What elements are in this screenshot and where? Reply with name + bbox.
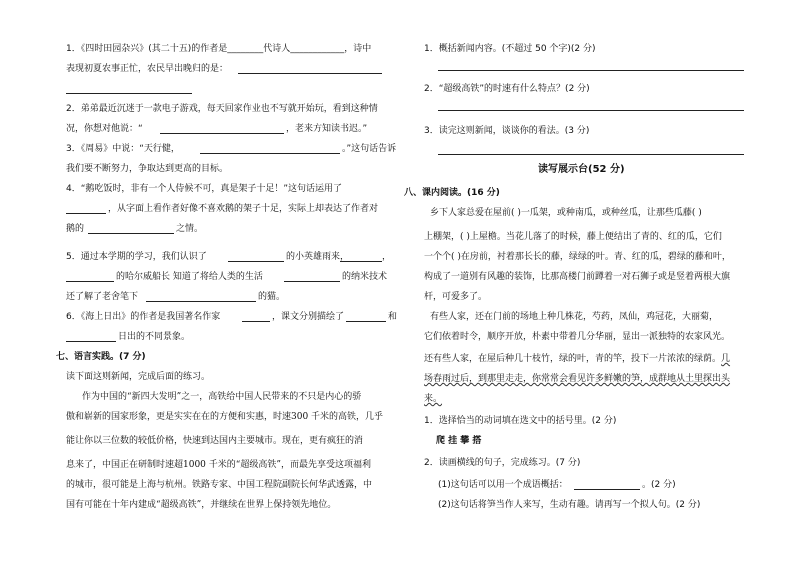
question-6-line-2: 日出的不同景象。: [118, 332, 191, 342]
section-title: 读写展示台(52 分): [538, 164, 625, 175]
question-5-line-2: 的哈尔威船长 知道了将给人类的生活: [116, 272, 263, 282]
underlined-sentence-line-2: 场春雨过后，到那里走走，你常常会看见许多鲜嫩的笋，成群地从土里探出头: [424, 374, 731, 384]
answer-line[interactable]: [438, 154, 744, 155]
news-line-2: 傲和崭新的国家形象，更是实实在在的方便和实惠，时速300 千米的高铁，几乎: [66, 412, 384, 422]
answer-blank[interactable]: [238, 73, 382, 74]
passage-line-1: 乡下人家总爱在屋前( )一瓜架，或种南瓜，或种丝瓜，让那些瓜藤( ): [430, 208, 702, 218]
section-7-heading: 七、语言实践。(7 分): [56, 352, 146, 362]
verb-choices: 爬 挂 攀 搭: [436, 436, 482, 446]
answer-blank[interactable]: [228, 261, 284, 262]
question-2-line-2: 况，你想对他说：“: [66, 124, 143, 134]
reading-question-2-1-end: 。(2 分): [642, 480, 676, 490]
question-5-line-3-end: 的猫。: [258, 292, 286, 302]
question-4-line-3-start: 鹅的: [66, 224, 85, 234]
right-question-2: 2．“超级高铁”的时速有什么特点？(2 分): [424, 84, 590, 94]
right-question-1: 1．概括新闻内容。(不超过 50 个字)(2 分): [424, 44, 596, 54]
question-5-line-1-mid: 的小英雄雨来，: [286, 252, 350, 262]
news-line-4: 息来了，中国正在研制时速超1000 千米的“超级高铁”，而最先享受这项福利: [66, 460, 371, 470]
question-3-line-2: 我们要不断努力，争取达到更高的目标。: [66, 164, 229, 174]
passage-line-2: 上棚架，( )上屋檐。当花儿落了的时候，藤上便结出了青的、红的瓜，它们: [424, 232, 722, 242]
answer-blank[interactable]: [346, 321, 386, 322]
question-1-line-1: 1．《四时田园杂兴》(其二十五)的作者是________代诗人____________，诗中: [66, 44, 372, 54]
question-3-line-1: 3．《周易》中说：“天行健，: [66, 144, 180, 154]
reading-question-1: 1．选择恰当的动词填在选文中的括号里。(2 分): [424, 416, 617, 426]
question-1-line-2: 表现初夏农事正忙，农民早出晚归的是：: [66, 64, 229, 74]
question-5-line-1: 5．通过本学期的学习，我们认识了: [66, 252, 207, 262]
news-line-3: 能让你以三位数的较低价格，快速到达国内主要城市。现在，更有疯狂的消: [66, 436, 364, 446]
answer-blank[interactable]: [88, 233, 174, 234]
answer-blank[interactable]: [160, 133, 284, 134]
passage-3-line-1: [424, 354, 730, 365]
answer-blank[interactable]: [66, 213, 106, 214]
answer-blank[interactable]: [574, 489, 640, 490]
question-6-line-1-and: 和: [388, 312, 398, 322]
answer-line[interactable]: [438, 110, 744, 111]
question-4-line-3-end: 之情。: [176, 224, 204, 234]
passage-3-plain: 还有些人家，在屋后种几十枝竹，绿的叶，青的竿，投下一片浓浓的绿荫。: [424, 354, 722, 364]
question-3-line-1-end: 。”这句话告诉: [342, 144, 397, 154]
section-8-heading: 八、课内阅读。(16 分): [404, 188, 500, 198]
underlined-sentence-line-3: 来。: [424, 394, 443, 404]
passage-line-3: 一个个( )在房前，衬着那长长的藤，绿绿的叶。青、红的瓜，碧绿的藤和叶，: [424, 252, 731, 262]
news-line-5: 的城市，很可能是上海与杭州。铁路专家、中国工程院副院长何华武透露，中: [66, 480, 373, 490]
passage-2-line-1: 有些人家，还在门前的场地上种几株花，芍药，凤仙，鸡冠花，大丽菊，: [430, 312, 719, 322]
answer-blank[interactable]: [146, 301, 256, 302]
news-line-6: 国有可能在十年内建成“超级高铁”，并继续在世界上保持领先地位。: [66, 500, 337, 510]
question-2-line-2-end: ，老来方知读书迟。”: [286, 124, 368, 134]
question-6-line-1: 6．《海上日出》的作者是我国著名作家: [66, 312, 221, 322]
question-5-line-2-end: 的纳米技术: [342, 272, 388, 282]
section-7-intro: 读下面这则新闻，完成后面的练习。: [66, 372, 211, 382]
passage-line-5: 杆，可爱多了。: [424, 292, 488, 302]
answer-line[interactable]: [438, 70, 744, 71]
question-2-line-1: 2．弟弟最近沉迷于一款电子游戏，每天回家作业也不写就开始玩，看到这种情: [66, 104, 378, 114]
right-question-3: 3．读完这则新闻，谈谈你的看法。(3 分): [424, 126, 590, 136]
answer-blank[interactable]: [66, 281, 114, 282]
question-5-line-1-comma: ，: [382, 252, 392, 262]
question-4-line-2: ，从字面上看作者好像不喜欢鹅的架子十足，实际上却表达了作者对: [108, 204, 379, 214]
question-4-line-1: 4．“鹅吃饭时，非有一个人侍候不可，真是架子十足！”这句话运用了: [66, 184, 343, 194]
answer-blank[interactable]: [242, 321, 270, 322]
answer-blank[interactable]: [66, 93, 192, 94]
underlined-sentence-start: 几: [721, 354, 731, 364]
answer-blank[interactable]: [340, 261, 382, 262]
answer-blank[interactable]: [200, 153, 340, 154]
reading-question-2: 2．读画横线的句子，完成练习。(7 分): [424, 458, 581, 468]
news-line-1: 作为中国的“新四大发明”之一，高铁给中国人民带来的不只是内心的骄: [82, 392, 362, 402]
reading-question-2-1: (1)这句话可以用一个成语概括：: [438, 480, 568, 490]
question-5-line-3: 还了解了老舍笔下: [66, 292, 139, 302]
question-6-line-1-mid: ，课文分别描绘了: [272, 312, 345, 322]
answer-blank[interactable]: [66, 341, 116, 342]
passage-2-line-2: 它们依着时令，顺序开放，朴素中带着几分华丽，显出一派独特的农家风光。: [424, 332, 731, 342]
reading-question-2-2: (2)这句话将笋当作人来写，生动有趣。请再写一个拟人句。(2 分): [438, 500, 701, 510]
passage-line-4: 构成了一道别有风趣的装饰，比那高楼门前蹲着一对石狮子或是竖着两根大旗: [424, 272, 731, 282]
answer-blank[interactable]: [284, 281, 340, 282]
